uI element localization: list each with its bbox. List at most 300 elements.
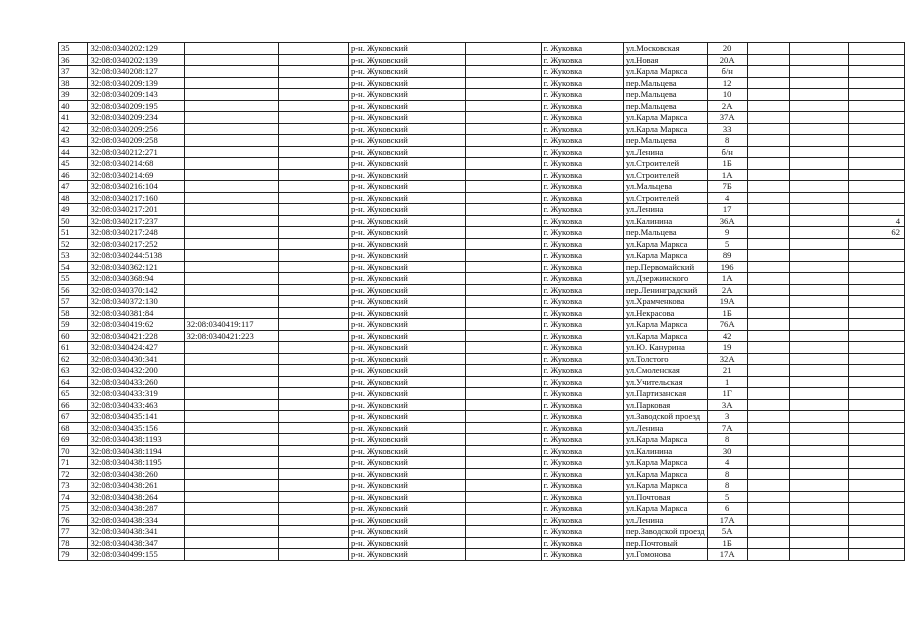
linked-cadastral-number-cell <box>184 77 279 89</box>
house-number-cell: 1А <box>707 273 747 285</box>
street-cell: ул.Почтовая <box>623 491 707 503</box>
empty-cell <box>465 250 541 262</box>
row-number-cell: 38 <box>59 77 88 89</box>
extra-cell-1 <box>747 215 790 227</box>
empty-cell <box>279 123 349 135</box>
empty-cell <box>465 135 541 147</box>
row-number-cell: 46 <box>59 169 88 181</box>
town-cell: г. Жуковка <box>541 480 623 492</box>
extra-cell-1 <box>747 135 790 147</box>
row-number-cell: 42 <box>59 123 88 135</box>
empty-cell <box>790 284 849 296</box>
empty-cell <box>790 376 849 388</box>
district-cell: р-н. Жуковский <box>348 43 465 55</box>
empty-cell <box>790 77 849 89</box>
cadastral-number-cell: 32:08:0340438:334 <box>88 514 184 526</box>
district-cell: р-н. Жуковский <box>348 123 465 135</box>
linked-cadastral-number-cell <box>184 422 279 434</box>
cadastral-number-cell: 32:08:0340202:139 <box>88 54 184 66</box>
extra-cell-2 <box>848 353 904 365</box>
cadastral-number-cell: 32:08:0340433:463 <box>88 399 184 411</box>
street-cell: ул.Строителей <box>623 192 707 204</box>
empty-cell <box>465 284 541 296</box>
linked-cadastral-number-cell <box>184 238 279 250</box>
table-row <box>59 273 905 285</box>
empty-cell <box>790 468 849 480</box>
extra-cell-1 <box>747 238 790 250</box>
street-cell: ул.Учительская <box>623 376 707 388</box>
table-row <box>59 43 905 55</box>
empty-cell <box>279 273 349 285</box>
property-table-sheet <box>58 42 905 561</box>
extra-cell-1 <box>747 319 790 331</box>
town-cell: г. Жуковка <box>541 261 623 273</box>
street-cell: ул.Строителей <box>623 158 707 170</box>
extra-cell-2 <box>848 480 904 492</box>
empty-cell <box>279 330 349 342</box>
extra-cell-1 <box>747 307 790 319</box>
table-row <box>59 434 905 446</box>
extra-cell-2 <box>848 158 904 170</box>
extra-cell-1 <box>747 376 790 388</box>
empty-cell <box>279 89 349 101</box>
district-cell: р-н. Жуковский <box>348 342 465 354</box>
empty-cell <box>790 169 849 181</box>
extra-cell-1 <box>747 399 790 411</box>
table-row <box>59 411 905 423</box>
empty-cell <box>790 296 849 308</box>
house-number-cell: 10 <box>707 89 747 101</box>
linked-cadastral-number-cell <box>184 215 279 227</box>
street-cell: ул.Карла Маркса <box>623 468 707 480</box>
empty-cell <box>790 43 849 55</box>
table-row <box>59 468 905 480</box>
district-cell: р-н. Жуковский <box>348 307 465 319</box>
empty-cell <box>465 514 541 526</box>
table-row <box>59 491 905 503</box>
town-cell: г. Жуковка <box>541 250 623 262</box>
district-cell: р-н. Жуковский <box>348 491 465 503</box>
house-number-cell: 1А <box>707 169 747 181</box>
house-number-cell: 17 <box>707 204 747 216</box>
district-cell: р-н. Жуковский <box>348 204 465 216</box>
table-row <box>59 112 905 124</box>
row-number-cell: 43 <box>59 135 88 147</box>
table-row <box>59 457 905 469</box>
house-number-cell: 5 <box>707 238 747 250</box>
street-cell: пер.Заводской проезд <box>623 526 707 538</box>
town-cell: г. Жуковка <box>541 514 623 526</box>
table-row <box>59 296 905 308</box>
town-cell: г. Жуковка <box>541 273 623 285</box>
district-cell: р-н. Жуковский <box>348 158 465 170</box>
cadastral-number-cell: 32:08:0340209:143 <box>88 89 184 101</box>
empty-cell <box>790 342 849 354</box>
cadastral-number-cell: 32:08:0340430:341 <box>88 353 184 365</box>
empty-cell <box>279 342 349 354</box>
row-number-cell: 36 <box>59 54 88 66</box>
row-number-cell: 41 <box>59 112 88 124</box>
street-cell: ул.Смоленская <box>623 365 707 377</box>
district-cell: р-н. Жуковский <box>348 296 465 308</box>
town-cell: г. Жуковка <box>541 296 623 308</box>
cadastral-number-cell: 32:08:0340438:260 <box>88 468 184 480</box>
district-cell: р-н. Жуковский <box>348 273 465 285</box>
empty-cell <box>790 66 849 78</box>
street-cell: ул.Дзержинского <box>623 273 707 285</box>
empty-cell <box>790 491 849 503</box>
row-number-cell: 55 <box>59 273 88 285</box>
row-number-cell: 62 <box>59 353 88 365</box>
empty-cell <box>465 399 541 411</box>
extra-cell-2 <box>848 434 904 446</box>
table-row <box>59 66 905 78</box>
linked-cadastral-number-cell: 32:08:0340421:223 <box>184 330 279 342</box>
linked-cadastral-number-cell <box>184 250 279 262</box>
district-cell: р-н. Жуковский <box>348 399 465 411</box>
street-cell: ул.Карла Маркса <box>623 123 707 135</box>
house-number-cell: 33 <box>707 123 747 135</box>
empty-cell <box>279 77 349 89</box>
district-cell: р-н. Жуковский <box>348 181 465 193</box>
empty-cell <box>790 514 849 526</box>
extra-cell-1 <box>747 261 790 273</box>
empty-cell <box>465 365 541 377</box>
town-cell: г. Жуковка <box>541 319 623 331</box>
cadastral-number-cell: 32:08:0340438:341 <box>88 526 184 538</box>
linked-cadastral-number-cell <box>184 526 279 538</box>
empty-cell <box>790 399 849 411</box>
street-cell: ул.Карла Маркса <box>623 319 707 331</box>
extra-cell-2 <box>848 204 904 216</box>
empty-cell <box>279 135 349 147</box>
empty-cell <box>465 537 541 549</box>
linked-cadastral-number-cell <box>184 457 279 469</box>
empty-cell <box>279 296 349 308</box>
empty-cell <box>279 43 349 55</box>
cadastral-number-cell: 32:08:0340202:129 <box>88 43 184 55</box>
street-cell: пер.Первомайский <box>623 261 707 273</box>
street-cell: ул.Ленина <box>623 204 707 216</box>
cadastral-number-cell: 32:08:0340208:127 <box>88 66 184 78</box>
empty-cell <box>279 411 349 423</box>
street-cell: пер.Мальцева <box>623 135 707 147</box>
empty-cell <box>465 388 541 400</box>
empty-cell <box>279 319 349 331</box>
row-number-cell: 64 <box>59 376 88 388</box>
district-cell: р-н. Жуковский <box>348 549 465 561</box>
cadastral-number-cell: 32:08:0340209:256 <box>88 123 184 135</box>
table-row <box>59 422 905 434</box>
house-number-cell: 3 <box>707 411 747 423</box>
extra-cell-1 <box>747 89 790 101</box>
table-row <box>59 135 905 147</box>
table-row <box>59 250 905 262</box>
extra-cell-1 <box>747 250 790 262</box>
extra-cell-2 <box>848 468 904 480</box>
empty-cell <box>790 549 849 561</box>
cadastral-number-cell: 32:08:0340217:237 <box>88 215 184 227</box>
empty-cell <box>465 457 541 469</box>
street-cell: пер.Почтовый <box>623 537 707 549</box>
linked-cadastral-number-cell <box>184 181 279 193</box>
house-number-cell: 5 <box>707 491 747 503</box>
linked-cadastral-number-cell <box>184 365 279 377</box>
house-number-cell: 1 <box>707 376 747 388</box>
row-number-cell: 59 <box>59 319 88 331</box>
town-cell: г. Жуковка <box>541 135 623 147</box>
table-row <box>59 192 905 204</box>
cadastral-number-cell: 32:08:0340433:319 <box>88 388 184 400</box>
row-number-cell: 65 <box>59 388 88 400</box>
district-cell: р-н. Жуковский <box>348 250 465 262</box>
empty-cell <box>790 146 849 158</box>
row-number-cell: 51 <box>59 227 88 239</box>
town-cell: г. Жуковка <box>541 491 623 503</box>
street-cell: пер.Мальцева <box>623 89 707 101</box>
linked-cadastral-number-cell <box>184 480 279 492</box>
extra-cell-2 <box>848 146 904 158</box>
linked-cadastral-number-cell <box>184 192 279 204</box>
extra-cell-1 <box>747 273 790 285</box>
extra-cell-2 <box>848 43 904 55</box>
town-cell: г. Жуковка <box>541 411 623 423</box>
house-number-cell: б/н <box>707 66 747 78</box>
extra-cell-2 <box>848 342 904 354</box>
linked-cadastral-number-cell <box>184 89 279 101</box>
table-row <box>59 77 905 89</box>
empty-cell <box>790 480 849 492</box>
linked-cadastral-number-cell: 32:08:0340419:117 <box>184 319 279 331</box>
extra-cell-1 <box>747 514 790 526</box>
empty-cell <box>465 491 541 503</box>
cadastral-number-cell: 32:08:0340381:84 <box>88 307 184 319</box>
extra-cell-1 <box>747 445 790 457</box>
district-cell: р-н. Жуковский <box>348 537 465 549</box>
extra-cell-1 <box>747 112 790 124</box>
house-number-cell: 89 <box>707 250 747 262</box>
table-row <box>59 353 905 365</box>
district-cell: р-н. Жуковский <box>348 376 465 388</box>
row-number-cell: 77 <box>59 526 88 538</box>
extra-cell-1 <box>747 158 790 170</box>
house-number-cell: 1Б <box>707 158 747 170</box>
extra-cell-1 <box>747 353 790 365</box>
linked-cadastral-number-cell <box>184 43 279 55</box>
linked-cadastral-number-cell <box>184 66 279 78</box>
house-number-cell: 1Б <box>707 537 747 549</box>
empty-cell <box>465 238 541 250</box>
table-row <box>59 480 905 492</box>
empty-cell <box>790 457 849 469</box>
cadastral-number-cell: 32:08:0340438:1193 <box>88 434 184 446</box>
town-cell: г. Жуковка <box>541 307 623 319</box>
linked-cadastral-number-cell <box>184 411 279 423</box>
row-number-cell: 37 <box>59 66 88 78</box>
street-cell: ул.Карла Маркса <box>623 250 707 262</box>
property-table <box>58 42 905 561</box>
linked-cadastral-number-cell <box>184 307 279 319</box>
empty-cell <box>465 66 541 78</box>
row-number-cell: 44 <box>59 146 88 158</box>
cadastral-number-cell: 32:08:0340216:104 <box>88 181 184 193</box>
district-cell: р-н. Жуковский <box>348 112 465 124</box>
street-cell: ул.Московская <box>623 43 707 55</box>
row-number-cell: 53 <box>59 250 88 262</box>
extra-cell-2 <box>848 319 904 331</box>
empty-cell <box>465 445 541 457</box>
street-cell: ул.Храмченкова <box>623 296 707 308</box>
house-number-cell: 4 <box>707 457 747 469</box>
extra-cell-2 <box>848 261 904 273</box>
town-cell: г. Жуковка <box>541 284 623 296</box>
row-number-cell: 49 <box>59 204 88 216</box>
empty-cell <box>465 181 541 193</box>
empty-cell <box>790 123 849 135</box>
house-number-cell: 8 <box>707 135 747 147</box>
linked-cadastral-number-cell <box>184 158 279 170</box>
extra-cell-2 <box>848 526 904 538</box>
district-cell: р-н. Жуковский <box>348 434 465 446</box>
house-number-cell: 1Б <box>707 307 747 319</box>
street-cell: ул.Карла Маркса <box>623 112 707 124</box>
empty-cell <box>279 365 349 377</box>
linked-cadastral-number-cell <box>184 376 279 388</box>
row-number-cell: 70 <box>59 445 88 457</box>
town-cell: г. Жуковка <box>541 549 623 561</box>
table-row <box>59 100 905 112</box>
row-number-cell: 40 <box>59 100 88 112</box>
empty-cell <box>279 307 349 319</box>
empty-cell <box>279 66 349 78</box>
row-number-cell: 48 <box>59 192 88 204</box>
district-cell: р-н. Жуковский <box>348 457 465 469</box>
extra-cell-2 <box>848 112 904 124</box>
table-row <box>59 54 905 66</box>
empty-cell <box>790 261 849 273</box>
house-number-cell: 7А <box>707 422 747 434</box>
cadastral-number-cell: 32:08:0340362:121 <box>88 261 184 273</box>
extra-cell-1 <box>747 422 790 434</box>
cadastral-number-cell: 32:08:0340217:252 <box>88 238 184 250</box>
linked-cadastral-number-cell <box>184 273 279 285</box>
house-number-cell: 9 <box>707 227 747 239</box>
town-cell: г. Жуковка <box>541 388 623 400</box>
house-number-cell: 30 <box>707 445 747 457</box>
empty-cell <box>279 526 349 538</box>
house-number-cell: 6 <box>707 503 747 515</box>
district-cell: р-н. Жуковский <box>348 192 465 204</box>
table-row <box>59 376 905 388</box>
table-row <box>59 89 905 101</box>
empty-cell <box>465 146 541 158</box>
empty-cell <box>465 376 541 388</box>
street-cell: ул.Мальцева <box>623 181 707 193</box>
extra-cell-2 <box>848 445 904 457</box>
extra-cell-2 <box>848 250 904 262</box>
extra-cell-2 <box>848 491 904 503</box>
district-cell: р-н. Жуковский <box>348 514 465 526</box>
table-row <box>59 537 905 549</box>
cadastral-number-cell: 32:08:0340435:156 <box>88 422 184 434</box>
house-number-cell: 20 <box>707 43 747 55</box>
house-number-cell: 196 <box>707 261 747 273</box>
empty-cell <box>790 365 849 377</box>
row-number-cell: 60 <box>59 330 88 342</box>
empty-cell <box>790 227 849 239</box>
extra-cell-2 <box>848 296 904 308</box>
empty-cell <box>465 215 541 227</box>
extra-cell-2 <box>848 422 904 434</box>
house-number-cell: 17А <box>707 549 747 561</box>
empty-cell <box>790 54 849 66</box>
extra-cell-2 <box>848 549 904 561</box>
cadastral-number-cell: 32:08:0340438:287 <box>88 503 184 515</box>
district-cell: р-н. Жуковский <box>348 365 465 377</box>
empty-cell <box>465 169 541 181</box>
row-number-cell: 78 <box>59 537 88 549</box>
row-number-cell: 57 <box>59 296 88 308</box>
row-number-cell: 75 <box>59 503 88 515</box>
empty-cell <box>279 514 349 526</box>
town-cell: г. Жуковка <box>541 227 623 239</box>
house-number-cell: 2А <box>707 284 747 296</box>
street-cell: ул.Карла Маркса <box>623 66 707 78</box>
street-cell: ул.Толстого <box>623 353 707 365</box>
linked-cadastral-number-cell <box>184 342 279 354</box>
empty-cell <box>790 422 849 434</box>
linked-cadastral-number-cell <box>184 399 279 411</box>
cadastral-number-cell: 32:08:0340209:234 <box>88 112 184 124</box>
extra-cell-2 <box>848 376 904 388</box>
extra-cell-1 <box>747 503 790 515</box>
extra-cell-2 <box>848 503 904 515</box>
row-number-cell: 54 <box>59 261 88 273</box>
town-cell: г. Жуковка <box>541 181 623 193</box>
extra-cell-2 <box>848 238 904 250</box>
table-row <box>59 342 905 354</box>
cadastral-number-cell: 32:08:0340212:271 <box>88 146 184 158</box>
linked-cadastral-number-cell <box>184 503 279 515</box>
house-number-cell: 8 <box>707 434 747 446</box>
table-row <box>59 319 905 331</box>
empty-cell <box>279 468 349 480</box>
row-number-cell: 68 <box>59 422 88 434</box>
cadastral-number-cell: 32:08:0340214:68 <box>88 158 184 170</box>
cadastral-number-cell: 32:08:0340368:94 <box>88 273 184 285</box>
street-cell: ул.Ленина <box>623 422 707 434</box>
empty-cell <box>465 261 541 273</box>
cadastral-number-cell: 32:08:0340209:195 <box>88 100 184 112</box>
town-cell: г. Жуковка <box>541 89 623 101</box>
row-number-cell: 63 <box>59 365 88 377</box>
district-cell: р-н. Жуковский <box>348 526 465 538</box>
extra-cell-1 <box>747 123 790 135</box>
table-row <box>59 227 905 239</box>
town-cell: г. Жуковка <box>541 468 623 480</box>
table-row <box>59 238 905 250</box>
extra-cell-1 <box>747 549 790 561</box>
town-cell: г. Жуковка <box>541 503 623 515</box>
extra-cell-1 <box>747 227 790 239</box>
street-cell: ул.Карла Маркса <box>623 503 707 515</box>
street-cell: ул.Ленина <box>623 146 707 158</box>
district-cell: р-н. Жуковский <box>348 480 465 492</box>
district-cell: р-н. Жуковский <box>348 54 465 66</box>
empty-cell <box>465 54 541 66</box>
empty-cell <box>790 204 849 216</box>
table-row <box>59 526 905 538</box>
